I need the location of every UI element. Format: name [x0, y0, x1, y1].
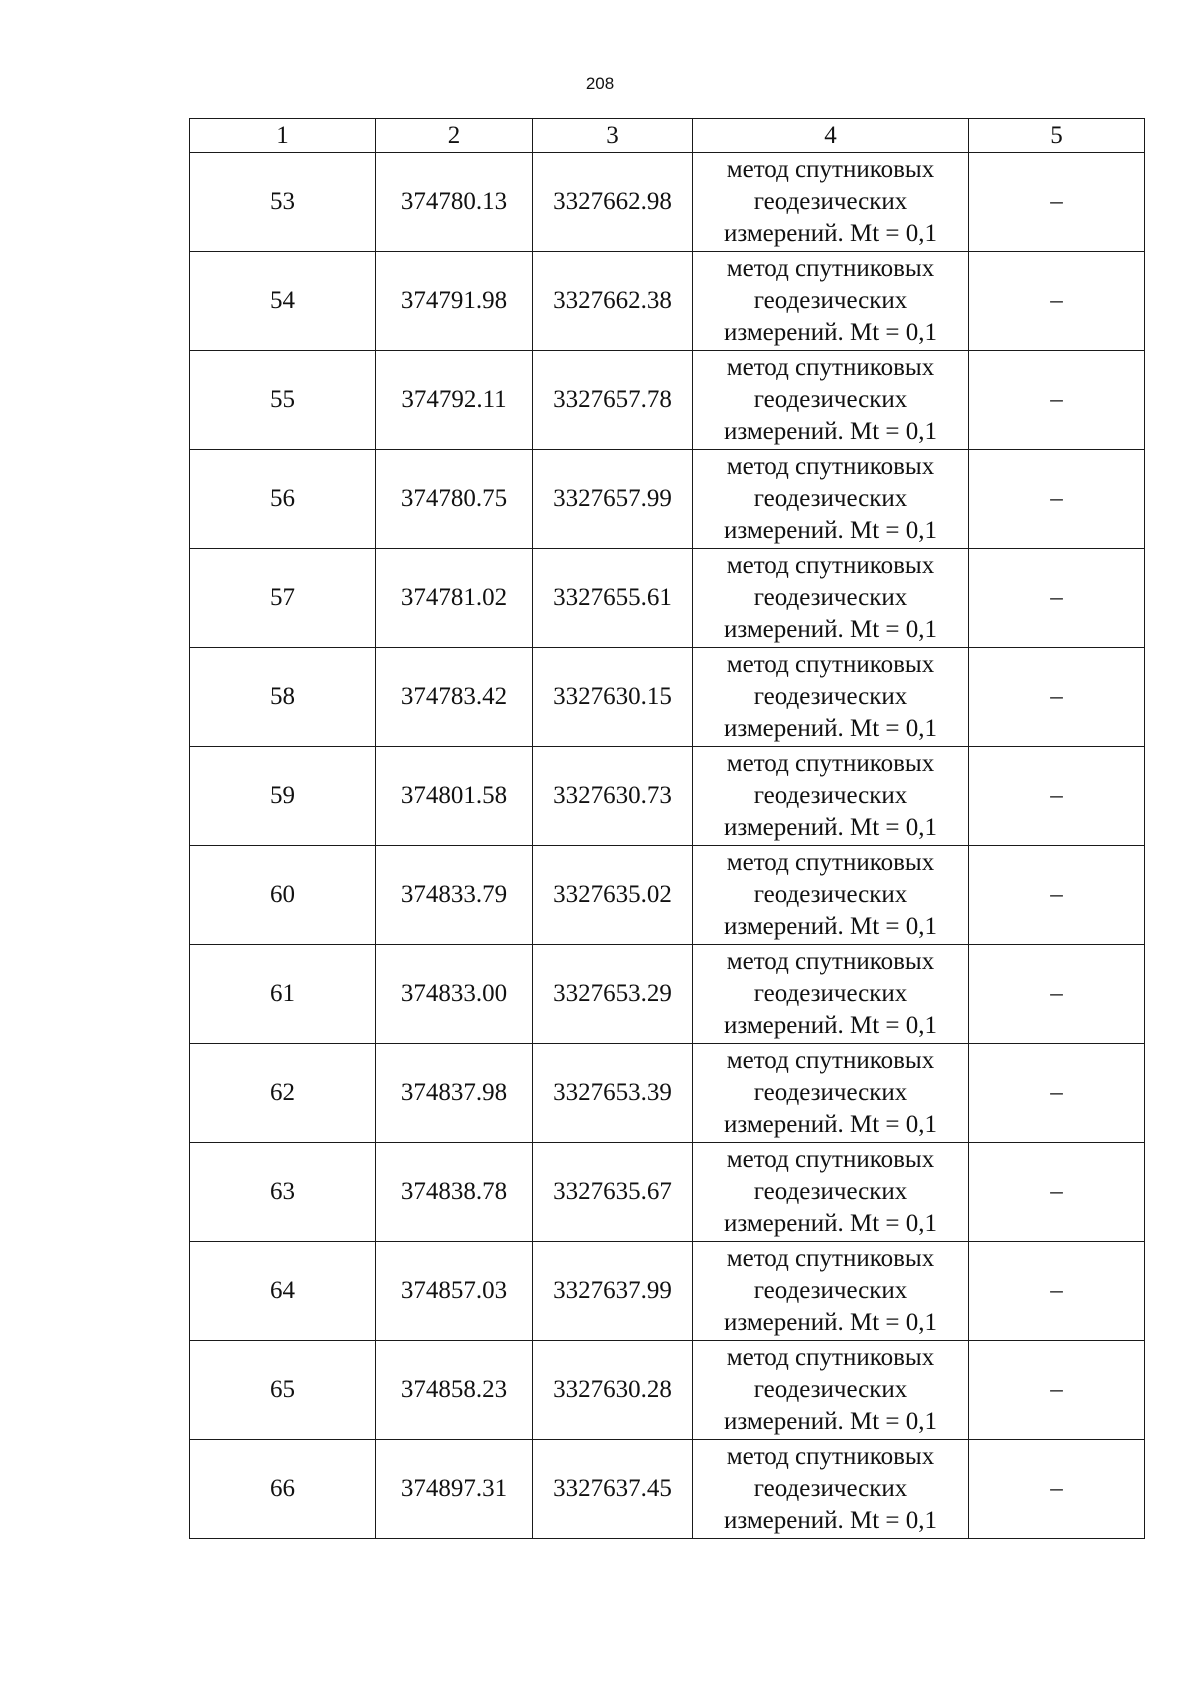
- coordinate-x-cell: 374781.02: [376, 549, 533, 648]
- coordinate-x-cell: 374838.78: [376, 1143, 533, 1242]
- note-cell: –: [969, 648, 1145, 747]
- method-cell: метод спутниковых геодезических измерений. Mt = 0,1: [693, 351, 969, 450]
- coordinate-x-cell: 374801.58: [376, 747, 533, 846]
- coordinate-y-cell: 3327657.78: [533, 351, 693, 450]
- coordinate-y-cell: 3327630.28: [533, 1341, 693, 1440]
- coordinate-y-cell: 3327635.67: [533, 1143, 693, 1242]
- point-number-cell: 66: [190, 1440, 376, 1539]
- coordinate-x-cell: 374780.13: [376, 153, 533, 252]
- coordinate-y-cell: 3327653.39: [533, 1044, 693, 1143]
- point-number-cell: 62: [190, 1044, 376, 1143]
- method-cell: метод спутниковых геодезических измерений. Mt = 0,1: [693, 153, 969, 252]
- coordinate-y-cell: 3327655.61: [533, 549, 693, 648]
- note-cell: –: [969, 153, 1145, 252]
- table-row: [190, 450, 1145, 549]
- point-number-cell: 55: [190, 351, 376, 450]
- table-row: [190, 1341, 1145, 1440]
- note-cell: –: [969, 1242, 1145, 1341]
- table-row: [190, 1242, 1145, 1341]
- method-cell: метод спутниковых геодезических измерений. Mt = 0,1: [693, 846, 969, 945]
- coordinate-x-cell: 374837.98: [376, 1044, 533, 1143]
- coordinate-x-cell: 374792.11: [376, 351, 533, 450]
- method-cell: метод спутниковых геодезических измерений. Mt = 0,1: [693, 1242, 969, 1341]
- method-cell: метод спутниковых геодезических измерений. Mt = 0,1: [693, 1341, 969, 1440]
- coordinate-x-cell: 374858.23: [376, 1341, 533, 1440]
- point-number-cell: 65: [190, 1341, 376, 1440]
- method-cell: метод спутниковых геодезических измерений. Mt = 0,1: [693, 1440, 969, 1539]
- coordinate-y-cell: 3327662.38: [533, 252, 693, 351]
- coordinate-y-cell: 3327635.02: [533, 846, 693, 945]
- coordinate-y-cell: 3327653.29: [533, 945, 693, 1044]
- table-row: [190, 1143, 1145, 1242]
- note-cell: –: [969, 1044, 1145, 1143]
- method-cell: метод спутниковых геодезических измерений. Mt = 0,1: [693, 549, 969, 648]
- table-row: [190, 252, 1145, 351]
- coordinate-x-cell: 374780.75: [376, 450, 533, 549]
- method-cell: метод спутниковых геодезических измерений. Mt = 0,1: [693, 1143, 969, 1242]
- coordinate-y-cell: 3327630.15: [533, 648, 693, 747]
- page-number: 208: [585, 74, 615, 93]
- table-row: [190, 1044, 1145, 1143]
- coordinate-y-cell: 3327637.99: [533, 1242, 693, 1341]
- point-number-cell: 59: [190, 747, 376, 846]
- note-cell: –: [969, 1440, 1145, 1539]
- table-header-row: [190, 119, 1145, 153]
- coordinate-y-cell: 3327662.98: [533, 153, 693, 252]
- point-number-cell: 53: [190, 153, 376, 252]
- point-number-cell: 64: [190, 1242, 376, 1341]
- table-row: [190, 549, 1145, 648]
- header-col-5: 5: [969, 119, 1145, 153]
- note-cell: –: [969, 351, 1145, 450]
- table-row: [190, 153, 1145, 252]
- point-number-cell: 57: [190, 549, 376, 648]
- coordinate-x-cell: 374791.98: [376, 252, 533, 351]
- coordinate-x-cell: 374833.00: [376, 945, 533, 1044]
- point-number-cell: 56: [190, 450, 376, 549]
- coordinate-x-cell: 374783.42: [376, 648, 533, 747]
- method-cell: метод спутниковых геодезических измерений. Mt = 0,1: [693, 1044, 969, 1143]
- table-row: [190, 945, 1145, 1044]
- coordinate-x-cell: 374897.31: [376, 1440, 533, 1539]
- table-row: [190, 351, 1145, 450]
- note-cell: –: [969, 549, 1145, 648]
- header-col-4: 4: [693, 119, 969, 153]
- table-row: [190, 648, 1145, 747]
- point-number-cell: 61: [190, 945, 376, 1044]
- table-row: [190, 846, 1145, 945]
- coordinate-y-cell: 3327637.45: [533, 1440, 693, 1539]
- method-cell: метод спутниковых геодезических измерений. Mt = 0,1: [693, 747, 969, 846]
- note-cell: –: [969, 1143, 1145, 1242]
- note-cell: –: [969, 747, 1145, 846]
- header-col-2: 2: [376, 119, 533, 153]
- point-number-cell: 58: [190, 648, 376, 747]
- table-row: [190, 747, 1145, 846]
- header-col-1: 1: [190, 119, 376, 153]
- note-cell: –: [969, 1341, 1145, 1440]
- point-number-cell: 54: [190, 252, 376, 351]
- header-col-3: 3: [533, 119, 693, 153]
- note-cell: –: [969, 252, 1145, 351]
- method-cell: метод спутниковых геодезических измерений. Mt = 0,1: [693, 945, 969, 1044]
- point-number-cell: 63: [190, 1143, 376, 1242]
- coordinate-x-cell: 374833.79: [376, 846, 533, 945]
- coordinates-table: [189, 118, 1145, 1539]
- coordinate-y-cell: 3327657.99: [533, 450, 693, 549]
- coordinate-y-cell: 3327630.73: [533, 747, 693, 846]
- coordinate-x-cell: 374857.03: [376, 1242, 533, 1341]
- note-cell: –: [969, 450, 1145, 549]
- method-cell: метод спутниковых геодезических измерений. Mt = 0,1: [693, 648, 969, 747]
- method-cell: метод спутниковых геодезических измерений. Mt = 0,1: [693, 252, 969, 351]
- table-row: [190, 1440, 1145, 1539]
- point-number-cell: 60: [190, 846, 376, 945]
- method-cell: метод спутниковых геодезических измерений. Mt = 0,1: [693, 450, 969, 549]
- note-cell: –: [969, 846, 1145, 945]
- note-cell: –: [969, 945, 1145, 1044]
